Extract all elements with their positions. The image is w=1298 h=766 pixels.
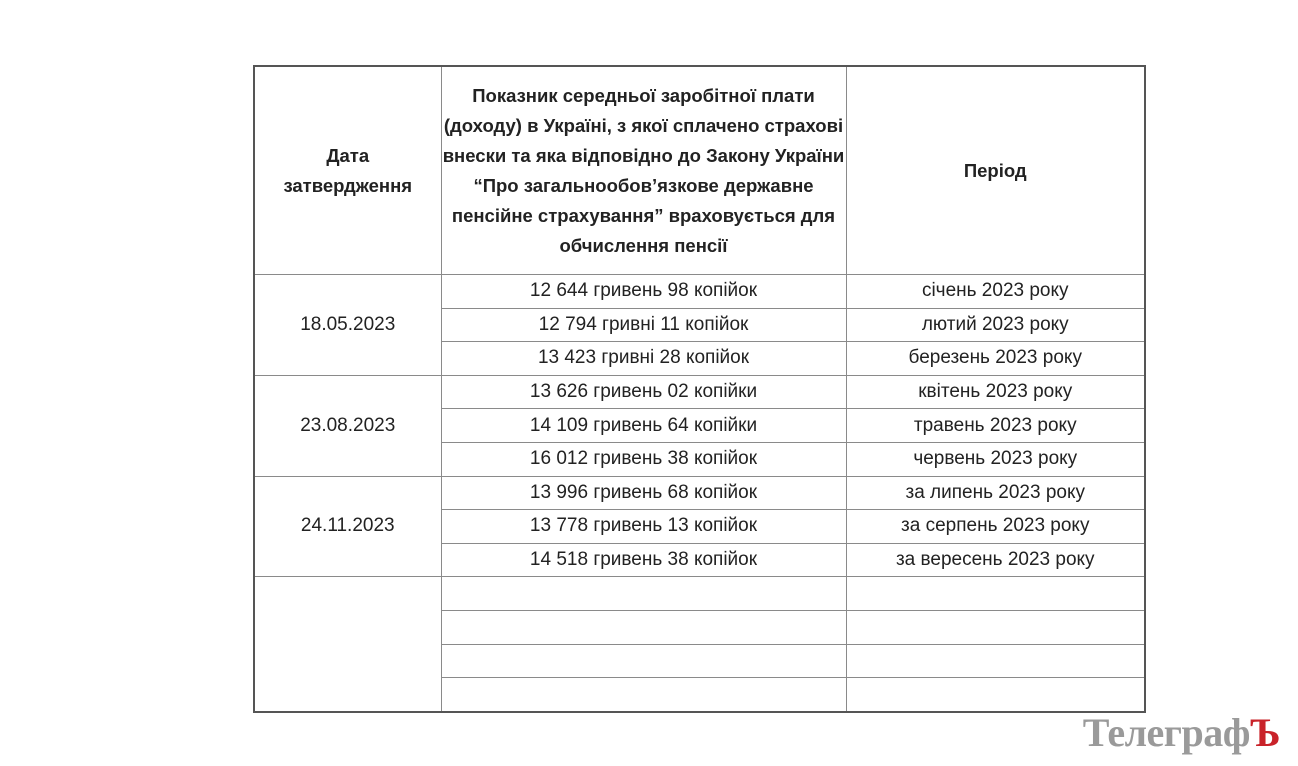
period-cell: за серпень 2023 року [846, 510, 1145, 544]
table-row [254, 375, 1145, 409]
amount-cell [441, 644, 846, 678]
amount-cell: 16 012 гривень 38 копійок [441, 442, 846, 476]
header-period-label: Період [963, 159, 1027, 181]
amount-cell [441, 610, 846, 644]
salary-indicator-table [253, 65, 1146, 713]
table-row [254, 476, 1145, 510]
period-cell: червень 2023 року [846, 442, 1145, 476]
telegraf-watermark-logo [1083, 708, 1280, 758]
header-salary-indicator [441, 66, 846, 275]
watermark-accent-letter: Ъ [1249, 710, 1280, 755]
approval-date-cell: 23.08.2023 [254, 375, 441, 476]
period-cell: березень 2023 року [846, 342, 1145, 376]
period-cell [846, 678, 1145, 712]
amount-cell [441, 577, 846, 611]
header-period [846, 66, 1145, 275]
header-approval-date [254, 66, 441, 275]
watermark-main-text: Телеграф [1082, 710, 1250, 755]
amount-cell: 13 996 гривень 68 копійок [441, 476, 846, 510]
approval-date-cell: 24.11.2023 [254, 476, 441, 577]
amount-cell: 12 794 гривні 11 копійок [441, 308, 846, 342]
period-cell: за липень 2023 року [846, 476, 1145, 510]
period-cell: лютий 2023 року [846, 308, 1145, 342]
period-cell [846, 644, 1145, 678]
header-approval-date-label: Дата затвердження [283, 144, 413, 196]
period-cell: січень 2023 року [846, 275, 1145, 309]
header-salary-indicator-label: Показник середньої заробітної плати (доходу) в Україні, з якої сплачено страхові внески та яка відповідно до Закону України “Про загальнообов’язкове державне пенсійне страхування” враховується для обчислення пенсії [442, 84, 845, 256]
period-cell: травень 2023 року [846, 409, 1145, 443]
amount-cell [441, 678, 846, 712]
period-cell [846, 610, 1145, 644]
amount-cell: 13 778 гривень 13 копійок [441, 510, 846, 544]
period-cell: за вересень 2023 року [846, 543, 1145, 577]
amount-cell: 13 626 гривень 02 копійки [441, 375, 846, 409]
amount-cell: 12 644 гривень 98 копійок [441, 275, 846, 309]
table-header-row [254, 66, 1145, 275]
amount-cell: 14 518 гривень 38 копійок [441, 543, 846, 577]
approval-date-cell: 18.05.2023 [254, 275, 441, 376]
period-cell [846, 577, 1145, 611]
approval-date-cell [254, 577, 441, 712]
amount-cell: 13 423 гривні 28 копійок [441, 342, 846, 376]
table-row [254, 275, 1145, 309]
amount-cell: 14 109 гривень 64 копійки [441, 409, 846, 443]
table-row-empty [254, 577, 1145, 611]
period-cell: квітень 2023 року [846, 375, 1145, 409]
